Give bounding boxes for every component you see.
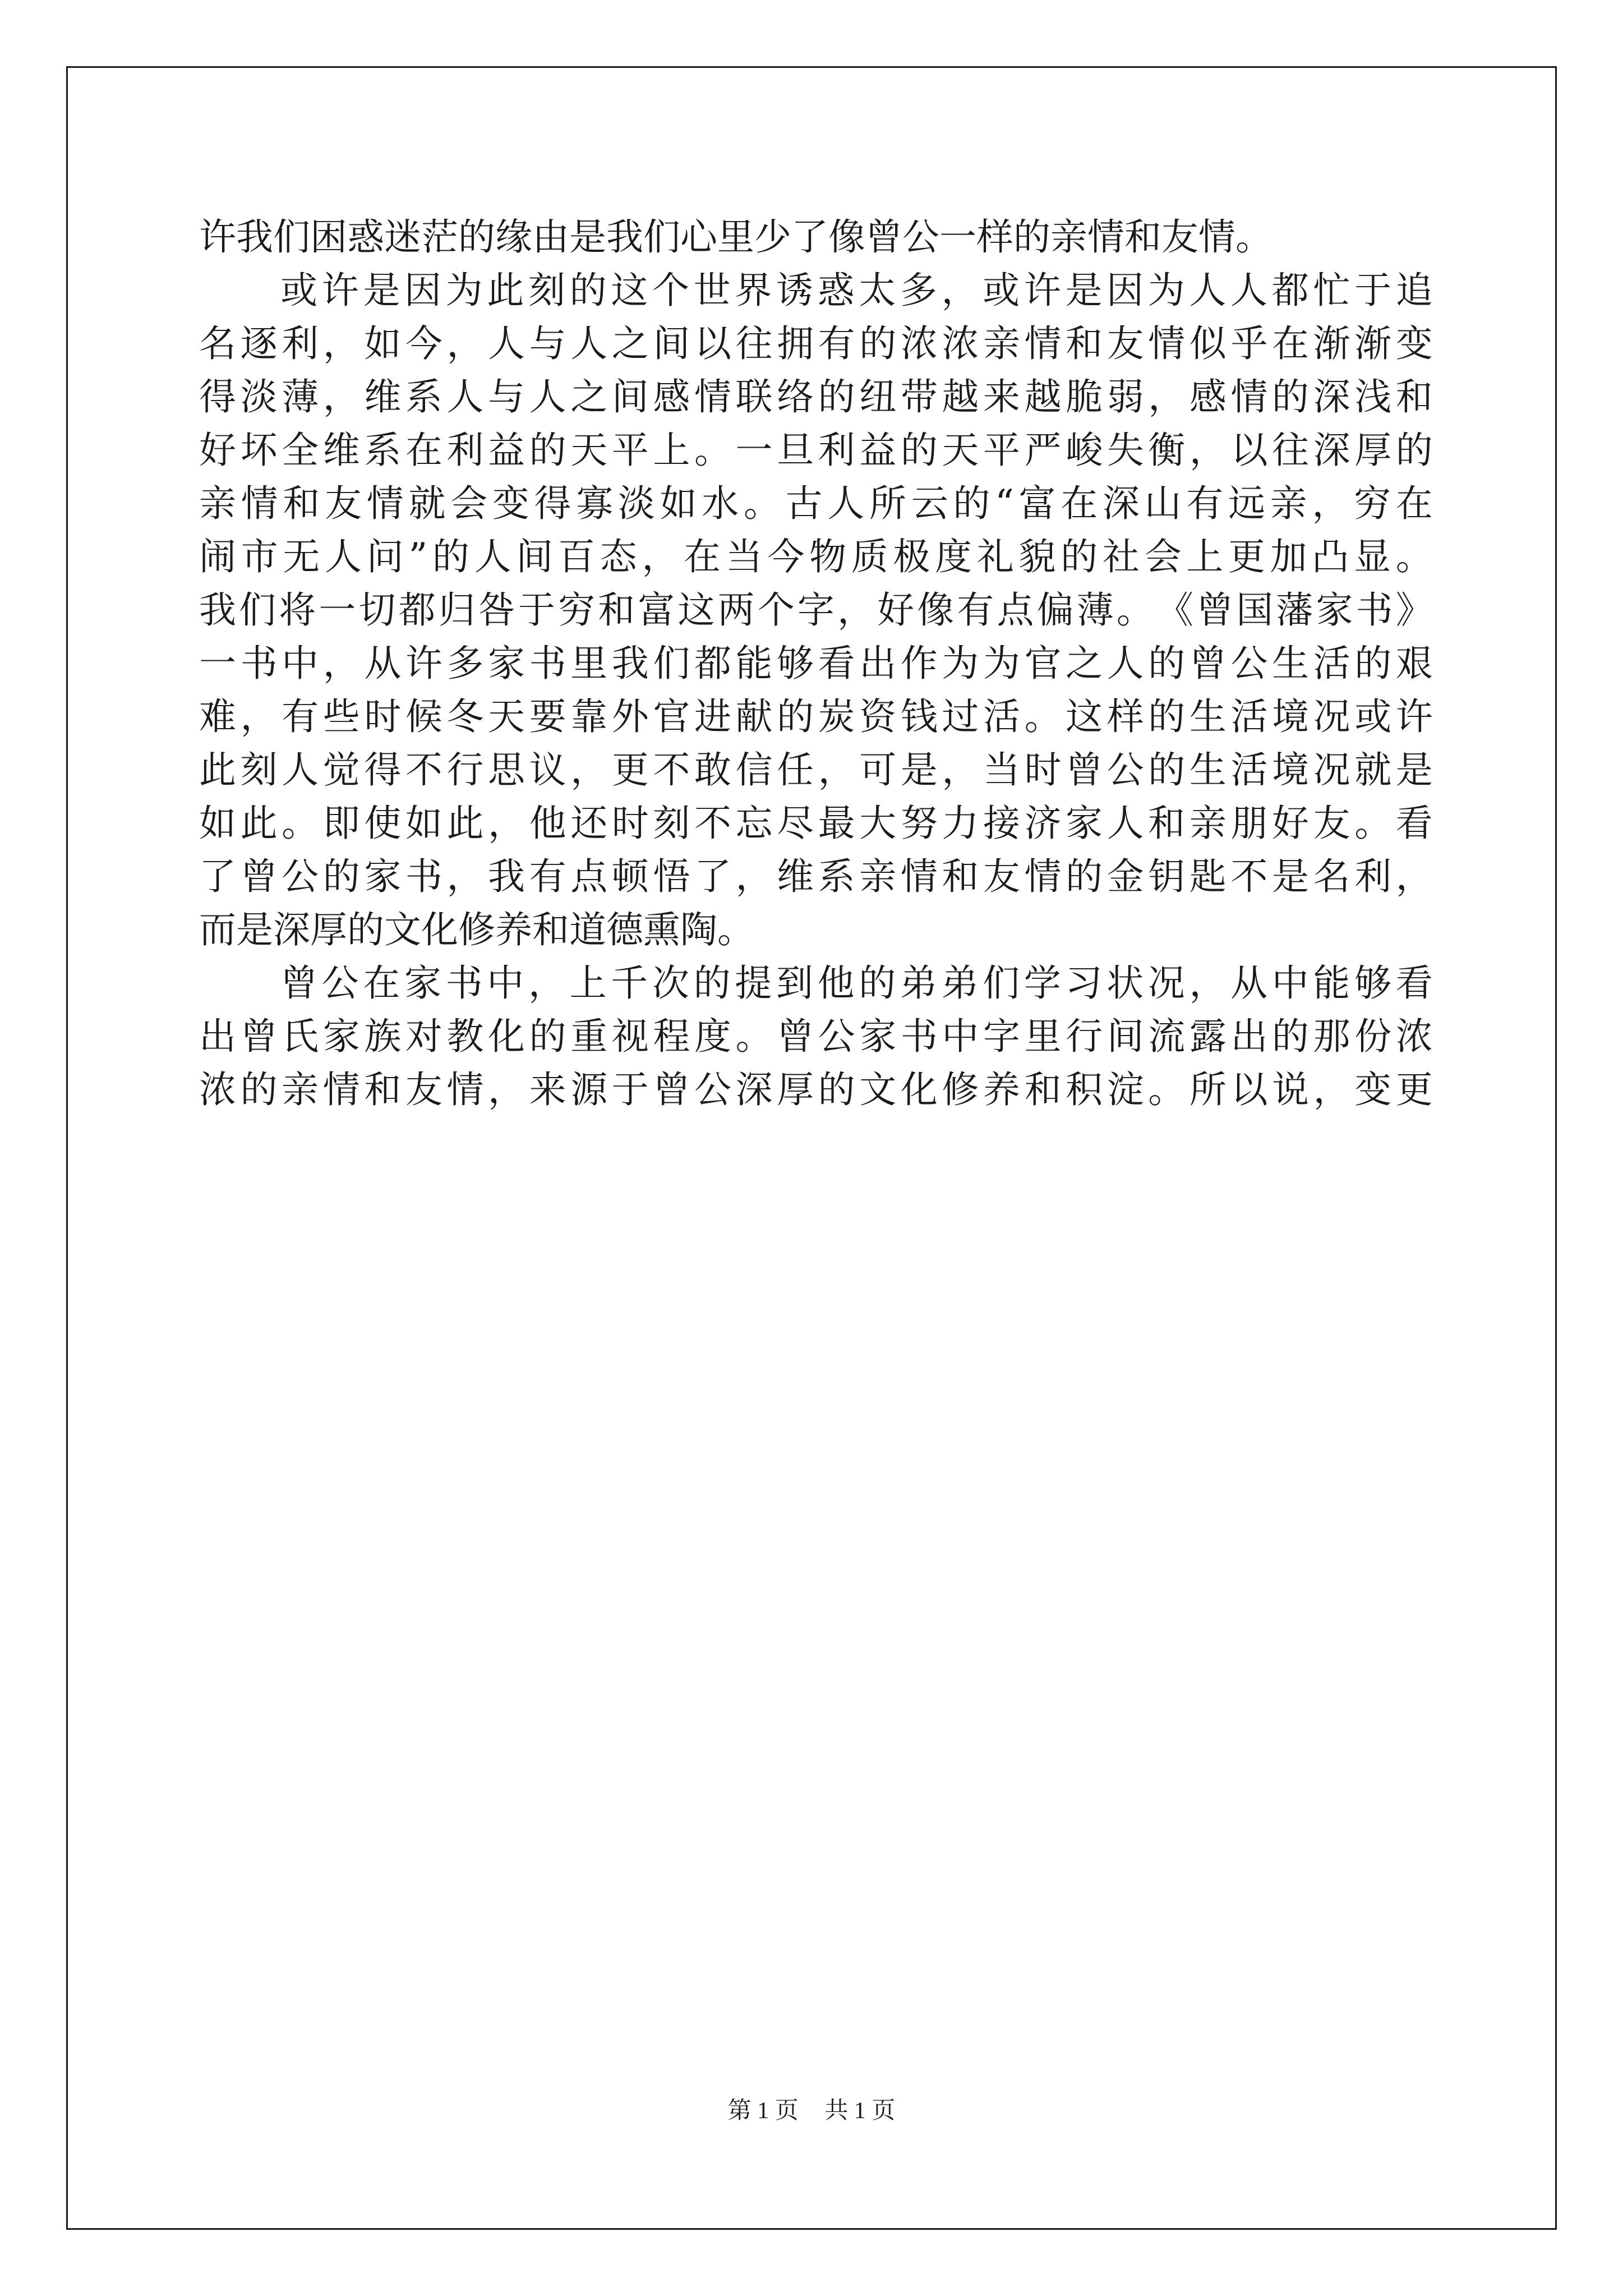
text-line: 而 是 深 厚 的 文 化 修 养 和 道 德 熏 陶 。 [199,908,754,951]
page-total: 共 1 页 [824,2098,896,2124]
text-line: 难 ， 有 些 时 候 冬 天 要 靠 外 官 进 献 的 炭 资 钱 过 活 。 这 样 的 生 活 境 况 或 许 [199,695,1433,738]
page-footer [0,2092,1623,2125]
text-line: 名 逐 利 ， 如 今 ， 人 与 人 之 间 以 往 拥 有 的 浓 浓 亲 情 和 友 情 似 乎 在 渐 渐 变 [199,322,1433,365]
text-line: 或 许 是 因 为 此 刻 的 这 个 世 界 诱 惑 太 多 ， 或 许 是 因 为 人 人 都 忙 于 追 [280,269,1433,312]
text-line: 浓 的 亲 情 和 友 情 ， 来 源 于 曾 公 深 厚 的 文 化 修 养 和 积 淀 。 所 以 说 ， 变 更 [199,1068,1433,1111]
page-number: 第 1 页 [727,2098,799,2124]
text-line: 闹 市 无 人 问 ” 的 人 间 百 态 ， 在 当 今 物 质 极 度 礼 貌 的 社 会 上 更 加 凸 显 。 [199,535,1433,578]
text-line: 此 刻 人 觉 得 不 行 思 议 ， 更 不 敢 信 任 ， 可 是 ， 当 时 曾 公 的 生 活 境 况 就 是 [199,748,1433,792]
text-line: 一 书 中 ， 从 许 多 家 书 里 我 们 都 能 够 看 出 作 为 为 官 之 人 的 曾 公 生 活 的 艰 [199,642,1433,685]
text-line: 曾 公 在 家 书 中 ， 上 千 次 的 提 到 他 的 弟 弟 们 学 习 状 况 ， 从 中 能 够 看 [280,961,1433,1005]
text-line: 了 曾 公 的 家 书 ， 我 有 点 顿 悟 了 ， 维 系 亲 情 和 友 情 的 金 钥 匙 不 是 名 利 ， [199,855,1433,898]
text-line: 我 们 将 一 切 都 归 咎 于 穷 和 富 这 两 个 字 ， 好 像 有 点 偏 薄 。 《 曾 国 藩 家 书 》 [199,588,1433,632]
document-body [199,210,1433,1116]
text-line: 亲 情 和 友 情 就 会 变 得 寡 淡 如 水 。 古 人 所 云 的 “ 富 在 深 山 有 远 亲 ， 穷 在 [199,482,1433,525]
text-line: 如 此 。 即 使 如 此 ， 他 还 时 刻 不 忘 尽 最 大 努 力 接 济 家 人 和 亲 朋 好 友 。 看 [199,802,1433,845]
text-line: 得 淡 薄 ， 维 系 人 与 人 之 间 感 情 联 络 的 纽 带 越 来 越 脆 弱 ， 感 情 的 深 浅 和 [199,375,1433,418]
text-line: 许 我 们 困 惑 迷 茫 的 缘 由 是 我 们 心 里 少 了 像 曾 公 一 样 的 亲 情 和 友 情 。 [199,215,1272,259]
text-line: 出 曾 氏 家 族 对 教 化 的 重 视 程 度 。 曾 公 家 书 中 字 里 行 间 流 露 出 的 那 份 浓 [199,1015,1433,1058]
text-line: 好 坏 全 维 系 在 利 益 的 天 平 上 。 一 旦 利 益 的 天 平 严 峻 失 衡 ， 以 往 深 厚 的 [199,429,1433,472]
